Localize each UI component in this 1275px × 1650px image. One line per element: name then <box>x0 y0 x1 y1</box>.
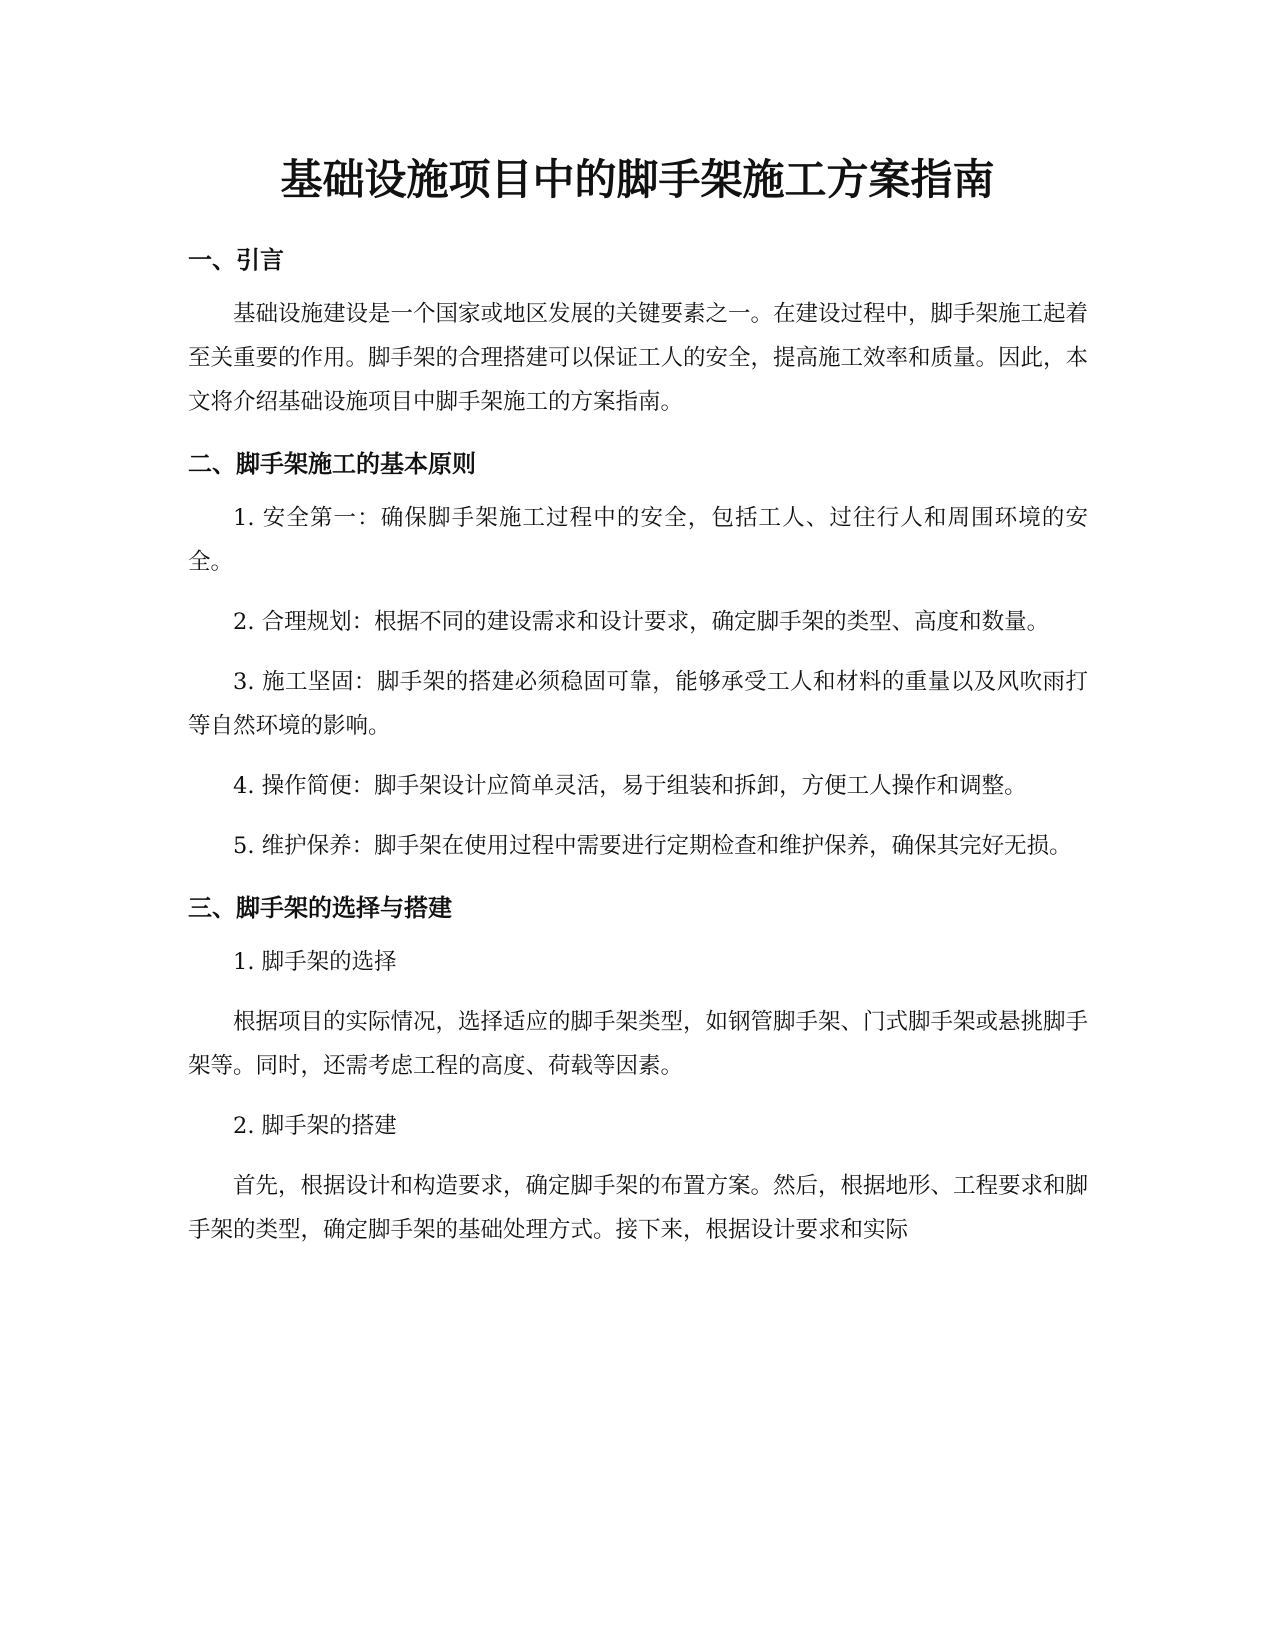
subheading: 1. 脚手架的选择 <box>233 949 397 975</box>
paragraph: 基础设施建设是一个国家或地区发展的关键要素之一。在建设过程中，脚手架施工起着至关重要的作用。脚手架的合理搭建可以保证工人的安全，提高施工效率和质量。因此，本文将介绍基础设施项目中脚手架施工的方案指南。 <box>188 301 1089 415</box>
section-heading-intro: 一、引言 <box>188 246 284 274</box>
paragraph: 首先，根据设计和构造要求，确定脚手架的布置方案。然后，根据地形、工程要求和脚手架的类型，确定脚手架的基础处理方式。接下来，根据设计要求和实际 <box>188 1173 1089 1243</box>
section-heading-selection: 三、脚手架的选择与搭建 <box>188 894 452 922</box>
page-title: 基础设施项目中的脚手架施工方案指南 <box>280 155 995 204</box>
subheading: 2. 脚手架的搭建 <box>233 1113 397 1139</box>
paragraph: 4. 操作简便：脚手架设计应简单灵活，易于组装和拆卸，方便工人操作和调整。 <box>233 773 1027 799</box>
document-body <box>188 240 1088 1252</box>
paragraph: 2. 合理规划：根据不同的建设需求和设计要求，确定脚手架的类型、高度和数量。 <box>233 609 1050 635</box>
paragraph: 根据项目的实际情况，选择适应的脚手架类型，如钢管脚手架、门式脚手架或悬挑脚手架等。同时，还需考虑工程的高度、荷载等因素。 <box>188 1009 1089 1079</box>
paragraph: 5. 维护保养：脚手架在使用过程中需要进行定期检查和维护保养，确保其完好无损。 <box>233 833 1072 859</box>
paragraph: 3. 施工坚固：脚手架的搭建必须稳固可靠，能够承受工人和材料的重量以及风吹雨打等自然环境的影响。 <box>188 669 1088 739</box>
paragraph: 1. 安全第一：确保脚手架施工过程中的安全，包括工人、过往行人和周围环境的安全。 <box>188 505 1088 575</box>
section-heading-principles: 二、脚手架施工的基本原则 <box>188 450 476 478</box>
